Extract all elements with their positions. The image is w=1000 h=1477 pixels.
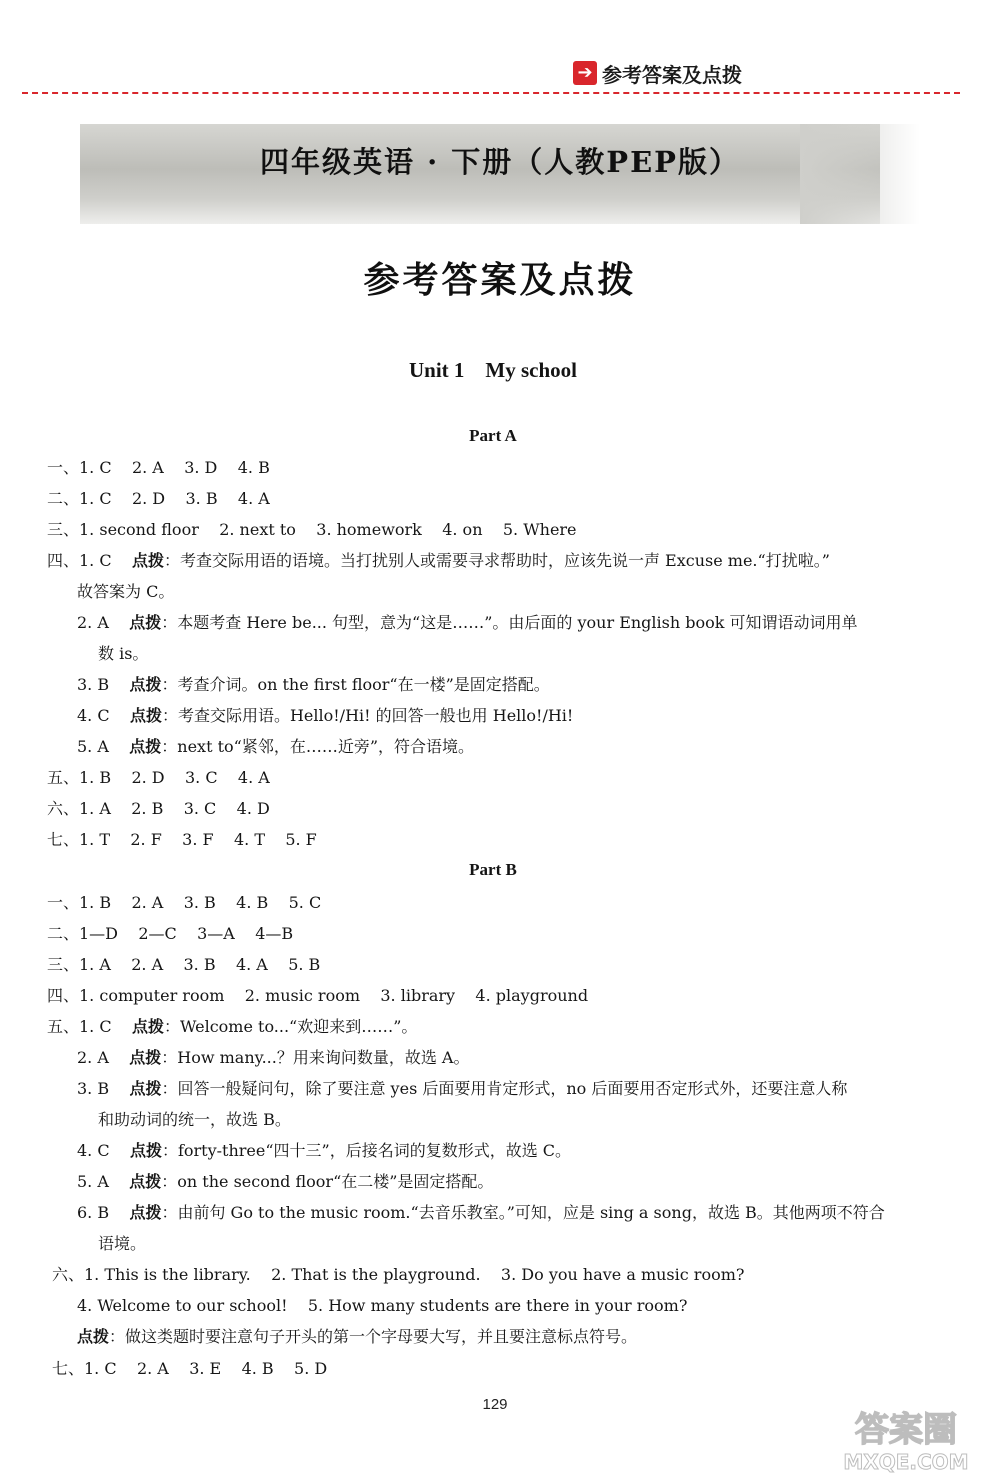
answer-line: 二、1. C 2. D 3. B 4. A: [47, 489, 270, 508]
tip-label: 点拨: [129, 1079, 162, 1098]
answer-line: 六、1. This is the library. 2. That is the playground. 3. Do you have a music room?: [52, 1265, 745, 1284]
header-dashed-divider: [22, 92, 960, 94]
answer-line: 一、1. B 2. A 3. B 4. B 5. C: [47, 893, 322, 912]
answer-line: 二、1—D 2—C 3—A 4—B: [47, 924, 294, 943]
answer-prefix: 2. A: [77, 613, 130, 632]
tip-label: 点拨: [129, 1048, 162, 1067]
answer-line-with-tip: [77, 1140, 571, 1162]
answer-line-with-tip: [77, 705, 573, 727]
answer-line-with-tip: [77, 1326, 637, 1348]
tip-text: ：on the second floor“在二楼”是固定搭配。: [161, 1172, 494, 1191]
tip-text: ：forty-three“四十三”，后接名词的复数形式，故选 C。: [161, 1141, 572, 1160]
header-label-text: 参考答案及点拨: [602, 62, 742, 87]
tip-text: ：回答一般疑问句，除了要注意 yes 后面要用肯定形式，no 后面要用否定形式外，还要注意人称: [161, 1079, 848, 1098]
answer-line: 七、1. T 2. F 3. F 4. T 5. F: [47, 830, 317, 849]
tip-label: 点拨: [129, 1141, 162, 1160]
part-b-title: Part B: [469, 860, 517, 879]
tip-text: ：next to“紧邻，在……近旁”，符合语境。: [161, 737, 475, 756]
tip-text: ：How many...？用来询问数量，故选 A。: [161, 1048, 470, 1067]
answer-prefix: 6. B: [77, 1203, 130, 1222]
tip-label: 点拨: [129, 1172, 162, 1191]
tip-label: 点拨: [131, 551, 164, 570]
answer-prefix: 2. A: [77, 1048, 130, 1067]
answer-line: 故答案为 C。: [77, 582, 175, 601]
watermark-logo: [820, 1405, 992, 1475]
answer-line-with-tip: [47, 550, 830, 572]
answer-line: 三、1. A 2. A 3. B 4. A 5. B: [47, 955, 321, 974]
tip-text: ：考查交际用语的语境。当打扰别人或需要寻求帮助时，应该先说一声 Excuse me.“打扰啦。”: [163, 551, 830, 570]
answer-line-with-tip: [77, 674, 550, 696]
answer-line: 四、1. computer room 2. music room 3. library 4. playground: [47, 986, 589, 1005]
answer-line: 六、1. A 2. B 3. C 4. D: [47, 799, 270, 818]
tip-label: 点拨: [129, 1203, 162, 1222]
answer-line-with-tip: [77, 612, 858, 634]
tip-label: 点拨: [77, 1327, 110, 1346]
answer-line: 和助动词的统一，故选 B。: [98, 1110, 291, 1129]
tip-text: ：做这类题时要注意句子开头的第一个字母要大写，并且要注意标点符号。: [109, 1327, 638, 1346]
tip-label: 点拨: [131, 1017, 164, 1036]
tip-text: ：由前句 Go to the music room.“去音乐教室。”可知，应是 sing a song，故选 B。其他两项不符合: [161, 1203, 885, 1222]
answer-line-with-tip: [77, 736, 474, 758]
watermark-cn: 答案圈: [855, 1410, 957, 1450]
answer-prefix: 4. C: [77, 706, 130, 725]
watermark-url: MXQE.COM: [843, 1450, 969, 1474]
answer-line: 4. Welcome to our school! 5. How many students are there in your room?: [77, 1296, 688, 1315]
answer-line-with-tip: [77, 1047, 469, 1069]
tip-text: ：本题考查 Here be... 句型，意为“这是……”。由后面的 your English book 可知谓语动词用单: [161, 613, 858, 632]
answer-line: 三、1. second floor 2. next to 3. homework 4. on 5. Where: [47, 520, 577, 539]
unit-title: Unit 1 My school: [409, 358, 577, 382]
answer-prefix: 四、1. C: [47, 551, 132, 570]
answer-line-with-tip: [77, 1171, 493, 1193]
answer-prefix: 5. A: [77, 737, 130, 756]
tip-text: ：考查交际用语。Hello!/Hi! 的回答一般也用 Hello!/Hi!: [161, 706, 574, 725]
answer-prefix: 4. C: [77, 1141, 130, 1160]
tip-label: 点拨: [129, 613, 162, 632]
answer-prefix: 3. B: [77, 1079, 130, 1098]
answer-prefix: 5. A: [77, 1172, 130, 1191]
answer-line: 五、1. B 2. D 3. C 4. A: [47, 768, 270, 787]
answer-line-with-tip: [77, 1202, 885, 1224]
arrow-right-icon: ➔: [573, 61, 597, 85]
answer-prefix: 3. B: [77, 675, 130, 694]
tip-label: 点拨: [129, 737, 162, 756]
answer-line-with-tip: [77, 1078, 847, 1100]
answer-line: 语境。: [98, 1234, 147, 1253]
page-number: 129: [482, 1396, 508, 1413]
answer-line-with-tip: [47, 1016, 417, 1038]
header-section-label: [573, 58, 742, 88]
answer-line: 七、1. C 2. A 3. E 4. B 5. D: [52, 1359, 328, 1378]
page-title: 参考答案及点拨: [363, 259, 637, 301]
answer-line: 数 is。: [98, 644, 149, 663]
tip-label: 点拨: [129, 706, 162, 725]
answer-line: 一、1. C 2. A 3. D 4. B: [47, 458, 270, 477]
banner-title: 四年级英语 · 下册（人教PEP版）: [259, 145, 740, 179]
tip-text: ：考查介词。on the first floor“在一楼”是固定搭配。: [161, 675, 550, 694]
tip-text: ：Welcome to...“欢迎来到……”。: [163, 1017, 418, 1036]
answer-prefix: 五、1. C: [47, 1017, 132, 1036]
part-a-title: Part A: [469, 426, 517, 445]
tip-label: 点拨: [129, 675, 162, 694]
